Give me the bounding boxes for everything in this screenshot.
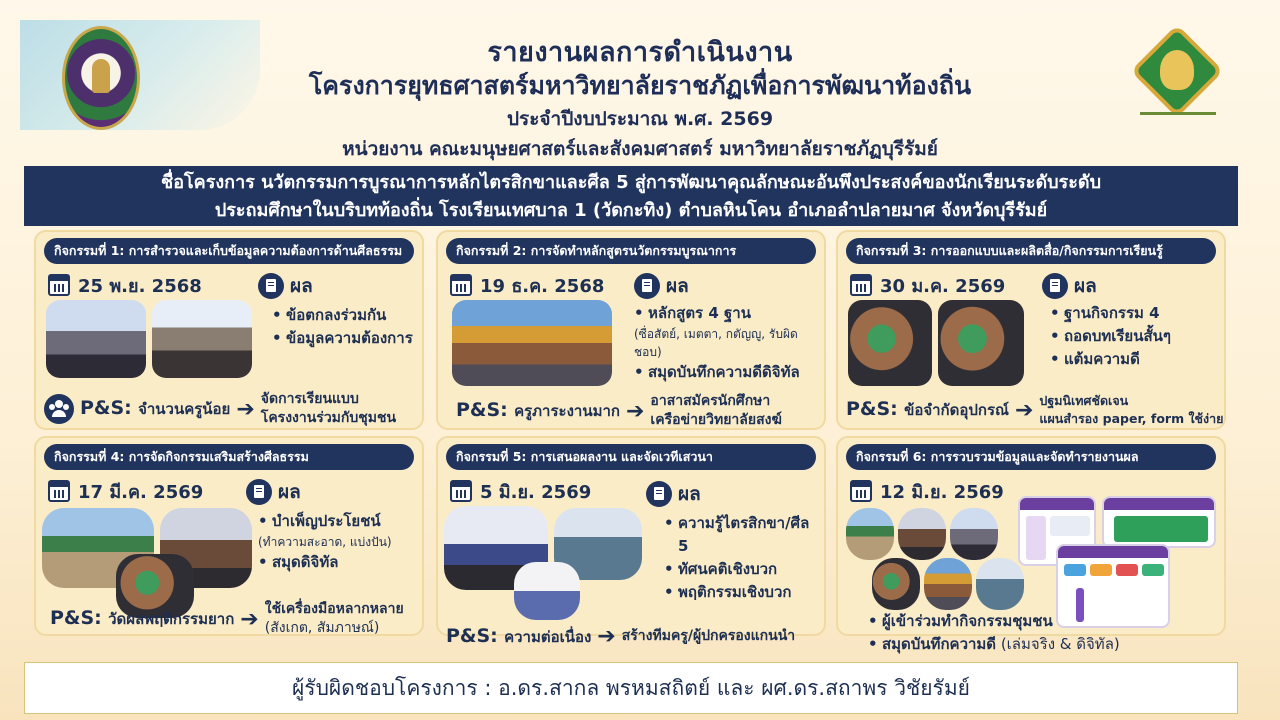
- result-item: • พฤติกรรมเชิงบวก: [664, 581, 824, 604]
- arrow-right-icon: ➔: [236, 396, 255, 422]
- ps-key: P&S:: [456, 399, 508, 421]
- result-header: [1042, 272, 1097, 300]
- result-header: [258, 272, 313, 300]
- problem-solution-row: [50, 600, 404, 638]
- result-item: • ความรู้ไตรสิกขา/ศีล 5: [664, 512, 824, 558]
- result-label: ผล: [666, 275, 689, 297]
- result-list: [258, 510, 392, 574]
- result-item: • ข้อมูลความต้องการ: [272, 327, 413, 350]
- ps-solution-line: อาสาสมัครนักศึกษา: [650, 393, 771, 409]
- result-list: [1050, 302, 1171, 371]
- project-name-line-2: ประถมศึกษาในบริบทท้องถิ่น โรงเรียนเทศบาล 1 (วัดกะทิง) ตำบลหินโคน อำเภอลำปลายมาศ จังหวัดบุรีรัมย์: [214, 200, 1048, 221]
- ps-solution-line: โครงงานร่วมกับชุมชน: [260, 410, 397, 426]
- activity-date: [450, 478, 591, 504]
- ps-key: P&S:: [50, 607, 102, 629]
- people-icon: [44, 394, 74, 424]
- responsible-unit: หน่วยงาน คณะมนุษยศาสตร์และสังคมศาสตร์ มหาวิทยาลัยราชภัฏบุรีรัมย์: [342, 138, 938, 160]
- activity-card-3: [836, 230, 1226, 430]
- arrow-right-icon: ➔: [1014, 397, 1034, 423]
- ps-label: [50, 607, 234, 631]
- result-note: (ทำความสะอาด, แบ่งปัน): [258, 535, 392, 549]
- calendar-icon: [850, 274, 872, 296]
- result-list: [868, 610, 1120, 656]
- result-list: [664, 512, 824, 604]
- activity-title: กิจกรรมที่ 6: การรวบรวมข้อมูลและจัดทำรายงานผล: [846, 444, 1216, 470]
- activity-title: กิจกรรมที่ 2: การจัดทำหลักสูตรนวัตกรรมบูรณาการ: [446, 238, 816, 264]
- ps-solution-line: (สังเกต, สัมภาษณ์): [264, 620, 380, 636]
- result-item: • แต้มความดี: [1050, 348, 1171, 371]
- ps-solution-line: ใช้เครื่องมือหลากหลาย: [264, 601, 404, 617]
- activity-photo: [938, 300, 1024, 386]
- result-item: • บำเพ็ญประโยชน์: [258, 510, 392, 533]
- ps-label: [446, 625, 591, 649]
- activity-date: [850, 478, 1004, 504]
- ps-solution: [1039, 392, 1223, 428]
- result-label: ผล: [278, 481, 301, 503]
- arrow-right-icon: ➔: [240, 606, 259, 632]
- activity-card-2: [436, 230, 826, 430]
- corner-accent: [20, 20, 260, 130]
- result-item: [868, 633, 1120, 656]
- activity-title: กิจกรรมที่ 4: การจัดกิจกรรมเสริมสร้างศีลธรรม: [44, 444, 414, 470]
- result-header: [646, 480, 701, 508]
- ps-label: [80, 397, 230, 421]
- date-text: 12 มิ.ย. 2569: [880, 481, 1004, 503]
- date-text: 17 มี.ค. 2569: [78, 481, 204, 503]
- problem-solution-row: [846, 392, 1223, 428]
- activity-photo: [950, 508, 998, 560]
- problem-solution-row: [456, 392, 782, 430]
- result-item: • ฐานกิจกรรม 4: [1050, 302, 1171, 325]
- calendar-icon: [48, 480, 70, 502]
- result-label: ผล: [678, 483, 701, 505]
- result-item: • หลักสูตร 4 ฐาน: [634, 302, 824, 325]
- result-item: • สมุดดิจิทัล: [258, 551, 392, 574]
- result-item: • สมุดบันทึกความดีดิจิทัล: [634, 361, 824, 384]
- ps-key: P&S:: [446, 624, 498, 647]
- ps-key: P&S:: [80, 397, 132, 419]
- document-icon: [258, 273, 284, 299]
- ps-problem: วัดผลพฤติกรรมยาก: [108, 610, 235, 628]
- problem-solution-row: [446, 624, 795, 649]
- arrow-right-icon: ➔: [625, 398, 645, 424]
- result-item: • ข้อตกลงร่วมกัน: [272, 304, 413, 327]
- university-seal-logo: [62, 26, 140, 130]
- date-text: 25 พ.ย. 2568: [78, 275, 202, 297]
- ps-solution-line: ปฐมนิเทศชัดเจน: [1039, 393, 1129, 408]
- activity-card-4: [34, 436, 424, 636]
- activity-card-5: [436, 436, 826, 649]
- faculty-emblem-logo: [1134, 30, 1220, 126]
- result-note: (เล่มจริง & ดิจิทัล): [996, 635, 1120, 653]
- result-list: [634, 302, 824, 384]
- activity-photo: [152, 300, 252, 378]
- ps-solution-line: เครือข่ายวิทยาลัยสงฆ์: [650, 412, 782, 428]
- activity-photo: [46, 300, 146, 378]
- activity-photo: [898, 508, 946, 560]
- document-icon: [246, 479, 272, 505]
- date-text: 5 มิ.ย. 2569: [480, 481, 592, 503]
- project-owners-footer: ผู้รับผิดชอบโครงการ : อ.ดร.สากล พรหมสถิตย์ และ ผศ.ดร.สถาพร วิชัยรัมย์: [24, 662, 1238, 714]
- date-text: 19 ธ.ค. 2568: [480, 275, 605, 297]
- ps-problem: จำนวนครูน้อย: [138, 400, 231, 418]
- calendar-icon: [450, 274, 472, 296]
- ps-problem: ข้อจำกัดอุปกรณ์: [904, 401, 1009, 419]
- ps-label: [846, 398, 1009, 422]
- ps-problem: ความต่อเนื่อง: [504, 627, 592, 646]
- activity-photo: [848, 300, 932, 386]
- result-header: [246, 478, 301, 506]
- project-name-line-1: ชื่อโครงการ นวัตกรรมการบูรณาการหลักไตรสิกขาและศีล 5 สู่การพัฒนาคุณลักษณะอันพึงประสงค์ของนักเรียนระดับระดับ: [160, 172, 1102, 193]
- activity-title: กิจกรรมที่ 5: การเสนอผลงาน และจัดเวทีเสวนา: [446, 444, 816, 470]
- project-name-banner: [24, 166, 1238, 226]
- ps-solution: [622, 627, 795, 646]
- result-item: • ทัศนคติเชิงบวก: [664, 558, 824, 581]
- date-text: 30 ม.ค. 2569: [880, 275, 1006, 297]
- activity-date: [48, 478, 203, 504]
- result-text: สมุดบันทึกความดี: [882, 635, 997, 653]
- activity-date: [850, 272, 1005, 298]
- ps-solution: [261, 390, 396, 428]
- activity-card-1: [34, 230, 424, 430]
- result-note: (ซื่อสัตย์, เมตตา, กตัญญู, รับผิดชอบ): [634, 327, 798, 359]
- result-label: ผล: [1074, 275, 1097, 297]
- ps-solution-line: สร้างทีมครู/ผู้ปกครองแกนนำ: [621, 628, 796, 644]
- problem-solution-row: [44, 390, 396, 428]
- ps-problem: ครูภาระงานมาก: [514, 402, 620, 420]
- ps-solution-line: จัดการเรียนแบบ: [260, 391, 359, 407]
- activity-photo: [514, 562, 580, 620]
- activity-photo: [846, 508, 894, 560]
- app-screenshot: [1102, 496, 1216, 548]
- report-title: รายงานผลการดำเนินงาน: [487, 37, 793, 68]
- activity-photo: [924, 558, 972, 610]
- ps-solution-line: แผนสำรอง paper, form ใช้ง่าย: [1039, 411, 1224, 426]
- program-title: โครงการยุทธศาสตร์มหาวิทยาลัยราชภัฏเพื่อการพัฒนาท้องถิ่น: [308, 71, 972, 100]
- activity-photo: [872, 558, 920, 610]
- result-item: • ถอดบทเรียนสั้นๆ: [1050, 325, 1171, 348]
- ps-solution: [265, 600, 404, 638]
- calendar-icon: [48, 274, 70, 296]
- document-icon: [646, 481, 672, 507]
- calendar-icon: [450, 480, 472, 502]
- activity-photo: [976, 558, 1024, 610]
- document-icon: [1042, 273, 1068, 299]
- result-header: [634, 272, 689, 300]
- calendar-icon: [850, 480, 872, 502]
- result-label: ผล: [290, 275, 313, 297]
- activity-title: กิจกรรมที่ 3: การออกแบบและผลิตสื่อ/กิจกรรมการเรียนรู้: [846, 238, 1216, 264]
- activity-date: [48, 272, 202, 298]
- ps-key: P&S:: [846, 398, 898, 420]
- activity-date: [450, 272, 604, 298]
- arrow-right-icon: ➔: [597, 624, 616, 649]
- activity-title: กิจกรรมที่ 1: การสำรวจและเก็บข้อมูลความต้องการด้านศีลธรรม: [44, 238, 414, 264]
- ps-solution: [650, 392, 781, 430]
- fiscal-year: ประจำปีงบประมาณ พ.ศ. 2569: [506, 108, 774, 130]
- ps-label: [456, 399, 620, 423]
- result-list: [272, 304, 413, 350]
- document-icon: [634, 273, 660, 299]
- activity-card-6: [836, 436, 1226, 653]
- result-item: • ผู้เข้าร่วมทำกิจกรรมชุมชน: [868, 610, 1120, 633]
- activity-photo: [452, 300, 612, 386]
